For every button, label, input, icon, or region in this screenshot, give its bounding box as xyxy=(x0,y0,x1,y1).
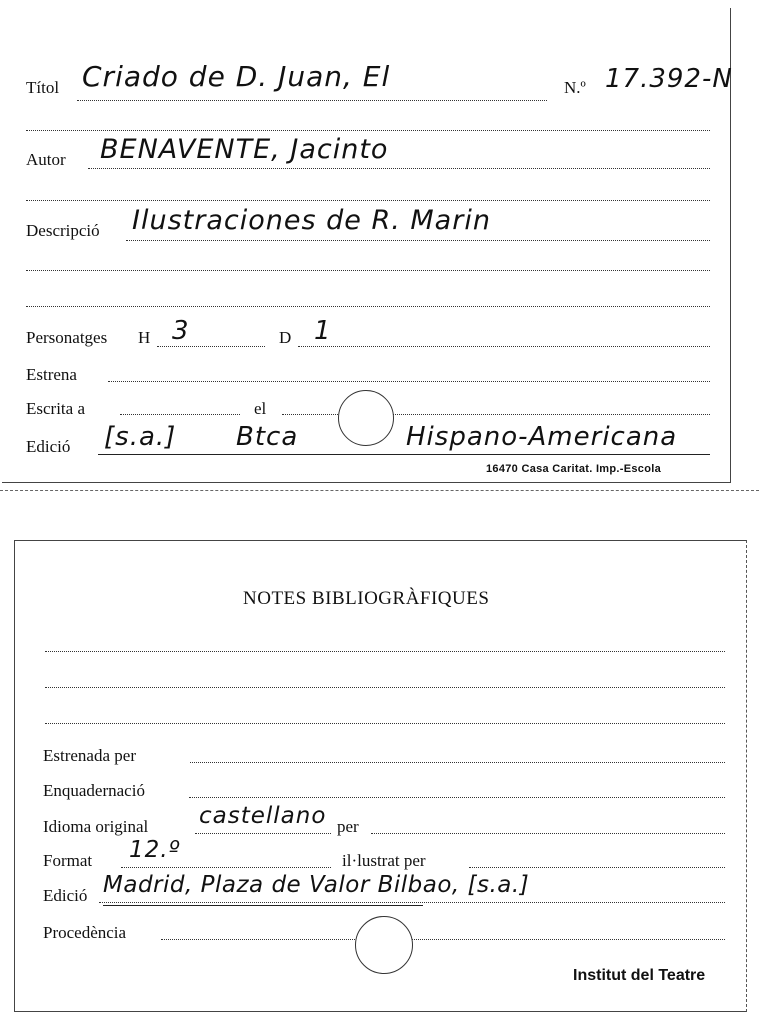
d-value: 1 xyxy=(314,316,332,346)
d-label: D xyxy=(279,328,292,347)
blank-line xyxy=(45,687,725,688)
edition-line xyxy=(98,454,710,455)
orig-lang-value: castellano xyxy=(199,803,327,829)
blank-line xyxy=(26,270,710,271)
notes-heading: NOTES BIBLIOGRÀFIQUES xyxy=(243,588,490,609)
title-value: Criado de D. Juan, El xyxy=(82,60,391,93)
binding-label: Enquadernació xyxy=(43,781,145,800)
per-label: per xyxy=(337,817,359,836)
number-label: N.º xyxy=(564,78,586,97)
punch-hole xyxy=(338,390,394,446)
format-value: 12.º xyxy=(129,837,181,863)
provenance-line xyxy=(161,939,725,940)
blank-line xyxy=(45,723,725,724)
institution: Institut del Teatre xyxy=(573,967,706,984)
format-line xyxy=(121,867,331,868)
blank-line xyxy=(26,130,710,131)
h-label: H xyxy=(138,328,151,347)
premiered-by-line xyxy=(190,762,725,763)
orig-lang-line xyxy=(195,833,331,834)
characters-label: Personatges xyxy=(26,328,108,347)
punch-hole xyxy=(355,916,413,974)
number-value: 17.392-N xyxy=(605,64,733,94)
h-line xyxy=(157,346,265,347)
orig-lang-label: Idioma original xyxy=(43,817,149,836)
provenance-label: Procedència xyxy=(43,923,127,942)
author-label: Autor xyxy=(26,150,66,169)
premiere-label: Estrena xyxy=(26,365,77,384)
edition-label-2: Edició xyxy=(43,886,88,905)
title-line xyxy=(77,100,547,101)
description-label: Descripció xyxy=(26,221,100,240)
blank-line xyxy=(45,651,725,652)
blank-line xyxy=(26,306,710,307)
edition-value-2: Madrid, Plaza de Valor Bilbao, [s.a.] xyxy=(103,872,530,898)
premiered-by-label: Estrenada per xyxy=(43,746,136,765)
premiere-line xyxy=(108,381,710,382)
catalog-card-back xyxy=(14,540,747,1012)
description-value: Ilustraciones de R. Marin xyxy=(132,205,491,236)
author-line xyxy=(88,168,710,169)
format-label: Format xyxy=(43,851,93,870)
edition-value-2: Btca xyxy=(236,422,299,452)
illustrated-line xyxy=(469,867,725,868)
printer-mark: 16470 Casa Caritat. Imp.-Escola xyxy=(486,463,661,475)
illustrated-label: il·lustrat per xyxy=(342,851,426,870)
edition-value-3: Hispano-Americana xyxy=(406,422,678,452)
d-line xyxy=(298,346,710,347)
edition-value-1: [s.a.] xyxy=(104,422,177,452)
binding-line xyxy=(189,797,725,798)
el-label: el xyxy=(254,399,267,418)
description-line xyxy=(126,240,710,241)
strikethrough xyxy=(103,905,423,906)
title-label: Títol xyxy=(26,78,60,97)
per-line xyxy=(371,833,725,834)
blank-line xyxy=(26,200,710,201)
h-value: 3 xyxy=(172,316,190,346)
edition-label: Edició xyxy=(26,437,71,456)
edition-line-2 xyxy=(99,902,725,903)
written-line xyxy=(120,414,240,415)
author-value: BENAVENTE, Jacinto xyxy=(100,134,389,165)
catalog-card-front xyxy=(2,8,731,483)
written-label: Escrita a xyxy=(26,399,85,418)
card-separator xyxy=(0,490,759,491)
